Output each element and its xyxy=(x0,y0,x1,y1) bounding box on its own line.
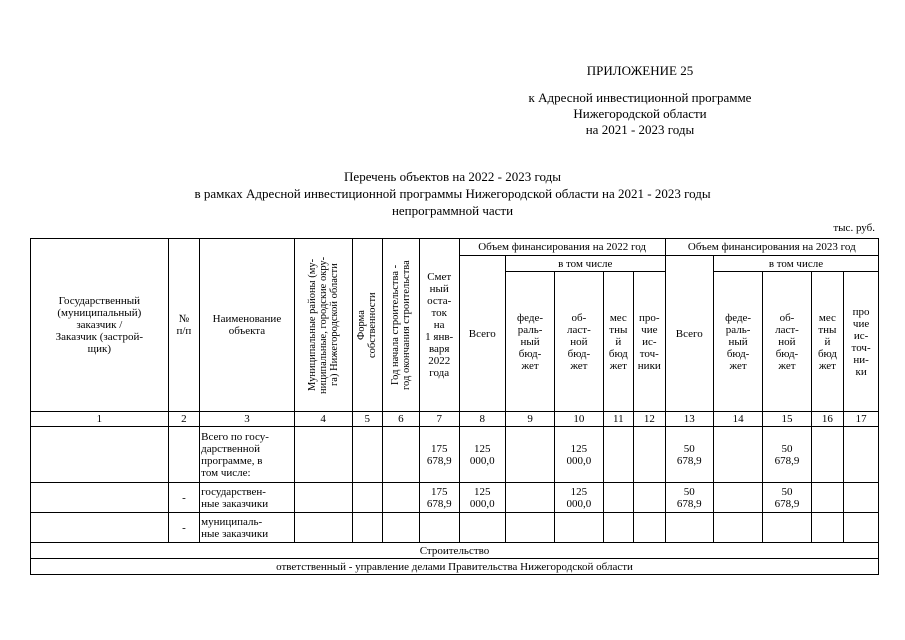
header-years: Год начала строительства - год окончания строительства xyxy=(382,239,419,412)
objects-table xyxy=(30,238,879,575)
cell-regional-2023: 50 678,9 xyxy=(763,483,811,513)
cell-regional-2022 xyxy=(555,513,603,543)
cell-local-2023 xyxy=(811,483,844,513)
col-num: 11 xyxy=(603,412,633,427)
cell-federal-2022 xyxy=(505,427,554,483)
col-num: 14 xyxy=(713,412,762,427)
cell-districts xyxy=(294,427,352,483)
header-ownership: Форма собственности xyxy=(352,239,382,412)
cell-local-2022 xyxy=(603,427,633,483)
header-total-2023: Всего xyxy=(665,256,713,412)
header-federal-2023: феде- раль- ный бюд- жет xyxy=(713,272,762,412)
header-districts: Муниципальные районы (му- ниципальные, городские окру- га) Нижегородской области xyxy=(294,239,352,412)
cell-name: Всего по госу- дарственной программе, в том числе: xyxy=(200,427,295,483)
cell-other-2023 xyxy=(844,483,879,513)
col-num: 9 xyxy=(505,412,554,427)
cell-customer xyxy=(31,513,169,543)
cell-other-2023 xyxy=(844,513,879,543)
responsible-row: ответственный - управление делами Правительства Нижегородской области xyxy=(31,559,879,575)
col-num: 15 xyxy=(763,412,811,427)
cell-regional-2022: 125 000,0 xyxy=(555,483,603,513)
header-regional-2023: об- ласт- ной бюд- жет xyxy=(763,272,811,412)
cell-regional-2022: 125 000,0 xyxy=(555,427,603,483)
cell-total-2023: 50 678,9 xyxy=(665,427,713,483)
header-total-2022: Всего xyxy=(459,256,505,412)
cell-years xyxy=(382,427,419,483)
col-num: 4 xyxy=(294,412,352,427)
cell-total-2023 xyxy=(665,513,713,543)
header-local-2022: мес тны й бюд жет xyxy=(603,272,633,412)
cell-balance: 175 678,9 xyxy=(419,427,459,483)
table-row xyxy=(31,427,879,483)
cell-federal-2023 xyxy=(713,483,762,513)
header-balance: Смет ный оста- ток на 1 янв- варя 2022 года xyxy=(419,239,459,412)
header-incl-2023: в том числе xyxy=(713,256,878,272)
cell-other-2022 xyxy=(634,513,666,543)
col-num: 12 xyxy=(634,412,666,427)
col-num: 8 xyxy=(459,412,505,427)
cell-other-2023 xyxy=(844,427,879,483)
col-num: 13 xyxy=(665,412,713,427)
header-incl-2022: в том числе xyxy=(505,256,665,272)
cell-local-2023 xyxy=(811,427,844,483)
cell-local-2023 xyxy=(811,513,844,543)
cell-federal-2023 xyxy=(713,427,762,483)
cell-customer xyxy=(31,427,169,483)
cell-customer xyxy=(31,483,169,513)
cell-total-2022: 125 000,0 xyxy=(459,427,505,483)
document-title: Перечень объектов на 2022 - 2023 годы в рамках Адресной инвестиционной программы Нижегородской области на 2021 - 2023 годы непрограммной части xyxy=(194,169,711,218)
header-fin2023: Объем финансирования на 2023 год xyxy=(665,239,878,256)
col-num: 10 xyxy=(555,412,603,427)
cell-districts xyxy=(294,513,352,543)
cell-years xyxy=(382,483,419,513)
cell-regional-2023 xyxy=(763,513,811,543)
header-other-2023: про чие ис- точ- ни- ки xyxy=(844,272,879,412)
col-num: 7 xyxy=(419,412,459,427)
cell-balance xyxy=(419,513,459,543)
cell-ownership xyxy=(352,483,382,513)
cell-ownership xyxy=(352,513,382,543)
header-other-2022: про- чие ис- точ- ники xyxy=(634,272,666,412)
cell-local-2022 xyxy=(603,513,633,543)
header-regional-2022: об- ласт- ной бюд- жет xyxy=(555,272,603,412)
appendix-subtitle: к Адресной инвестиционной программе Нижегородской области на 2021 - 2023 годы xyxy=(528,90,752,137)
col-num: 16 xyxy=(811,412,844,427)
cell-name: муниципаль- ные заказчики xyxy=(200,513,295,543)
cell-years xyxy=(382,513,419,543)
cell-districts xyxy=(294,483,352,513)
cell-federal-2022 xyxy=(505,483,554,513)
cell-num xyxy=(168,427,200,483)
units-label: тыс. руб. xyxy=(833,222,875,234)
cell-num: - xyxy=(168,483,200,513)
header-federal-2022: феде- раль- ный бюд- жет xyxy=(505,272,554,412)
cell-other-2022 xyxy=(634,483,666,513)
table-row xyxy=(31,483,879,513)
col-num: 6 xyxy=(382,412,419,427)
header-fin2022: Объем финансирования на 2022 год xyxy=(459,239,665,256)
col-num: 3 xyxy=(200,412,295,427)
col-num: 5 xyxy=(352,412,382,427)
col-num: 2 xyxy=(168,412,200,427)
section-row: Строительство xyxy=(31,543,879,559)
column-numbers-row xyxy=(31,412,879,427)
cell-federal-2022 xyxy=(505,513,554,543)
header-name: Наименование объекта xyxy=(200,239,295,412)
table-row xyxy=(31,513,879,543)
cell-regional-2023: 50 678,9 xyxy=(763,427,811,483)
header-num: № п/п xyxy=(168,239,200,412)
cell-federal-2023 xyxy=(713,513,762,543)
cell-name: государствен- ные заказчики xyxy=(200,483,295,513)
header-local-2023: мес тны й бюд жет xyxy=(811,272,844,412)
cell-other-2022 xyxy=(634,427,666,483)
cell-total-2023: 50 678,9 xyxy=(665,483,713,513)
appendix-number: ПРИЛОЖЕНИЕ 25 xyxy=(586,63,694,78)
header-customer: Государственный (муниципальный) заказчик / Заказчик (застрой- щик) xyxy=(31,239,169,412)
cell-local-2022 xyxy=(603,483,633,513)
cell-num: - xyxy=(168,513,200,543)
col-num: 1 xyxy=(31,412,169,427)
col-num: 17 xyxy=(844,412,879,427)
cell-ownership xyxy=(352,427,382,483)
cell-total-2022 xyxy=(459,513,505,543)
cell-balance: 175 678,9 xyxy=(419,483,459,513)
cell-total-2022: 125 000,0 xyxy=(459,483,505,513)
